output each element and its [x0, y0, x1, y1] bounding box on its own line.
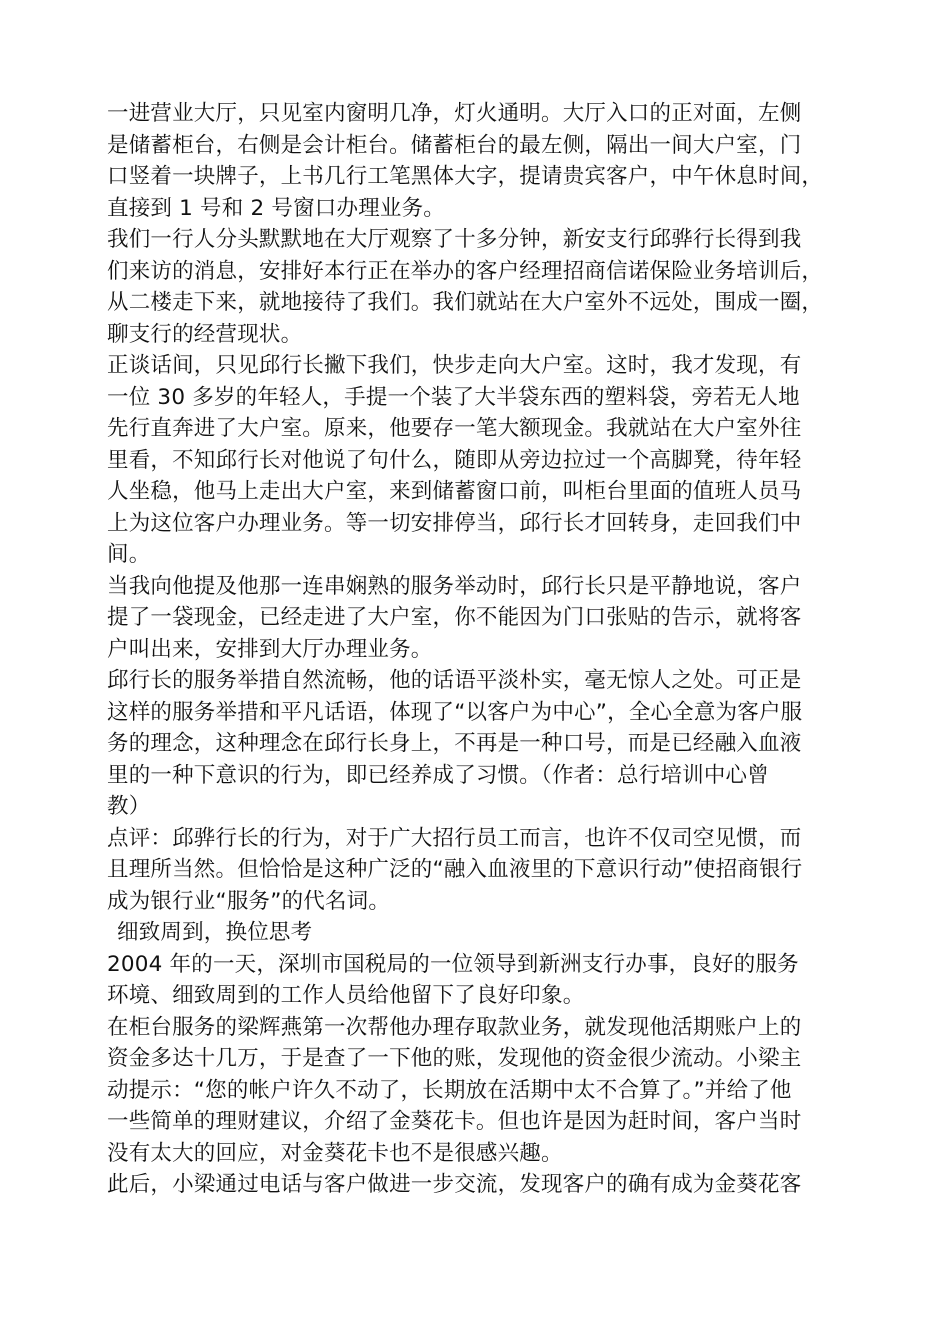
document-body: [107, 98, 867, 1201]
text-line: 当我向他提及他那一连串娴熟的服务举动时，邱行长只是平静地说，客户: [107, 573, 802, 599]
text-line: 聊支行的经营现状。: [107, 321, 303, 347]
text-line: 这样的服务举措和平凡话语，体现了“以客户为中心”，全心全意为客户服: [107, 699, 803, 725]
text-line: 在柜台服务的梁辉燕第一次帮他办理存取款业务，就发现他活期账户上的: [107, 1014, 802, 1040]
text-line: 资金多达十几万，于是查了一下他的账，发现他的资金很少流动。小梁主: [107, 1046, 802, 1071]
text-line: 教）: [107, 794, 151, 819]
text-line: 上为这位客户办理业务。等一切安排停当，邱行长才回转身，走回我们中: [107, 510, 802, 536]
text-line: 且理所当然。但恰恰是这种广泛的“融入血液里的下意识行动”使招商银行: [107, 857, 803, 882]
text-line: 从二楼走下来，就地接待了我们。我们就站在大户室外不远处，围成一圈，: [107, 290, 824, 315]
text-line: 提了一袋现金，已经走进了大户室，你不能因为门口张贴的告示，就将客: [107, 605, 802, 630]
text-line: 此后，小梁通过电话与客户做进一步交流，发现客户的确有成为金葵花客: [107, 1172, 802, 1197]
text-line: 口竖着一块牌子，上书几行工笔黑体大字，提请贵宾客户，中午休息时间，: [107, 164, 824, 189]
text-line: 里的一种下意识的行为，即已经养成了习惯。（作者：总行培训中心曾: [107, 762, 769, 788]
text-line: 点评：邱骅行长的行为，对于广大招行员工而言，也许不仅司空见惯，而: [107, 825, 802, 851]
text-line: 里看，不知邱行长对他说了句什么，随即从旁边拉过一个高脚凳，待年轻: [107, 447, 802, 473]
text-line: 邱行长的服务举措自然流畅，他的话语平淡朴实，毫无惊人之处。可正是: [107, 668, 802, 693]
text-line: 正谈话间，只见邱行长撇下我们，快步走向大户室。这时，我才发现，有: [107, 353, 802, 378]
text-line: 一位 30 多岁的年轻人，手提一个装了大半袋东西的塑料袋，旁若无人地: [107, 384, 800, 410]
text-line: 动提示：“您的帐户许久不动了，长期放在活期中太不合算了。”并给了他: [107, 1077, 792, 1103]
text-line: 直接到 1 号和 2 号窗口办理业务。: [107, 195, 445, 221]
section-heading: 细致周到，换位思考: [117, 920, 313, 945]
text-line: 先行直奔进了大户室。原来，他要存一笔大额现金。我就站在大户室外往: [107, 416, 802, 441]
text-line: 一进营业大厅，只见室内窗明几净，灯火通明。大厅入口的正对面，左侧: [107, 101, 802, 126]
text-line: 成为银行业“服务”的代名词。: [107, 888, 391, 914]
text-line: 没有太大的回应，对金葵花卡也不是很感兴趣。: [107, 1140, 563, 1166]
text-line: 是储蓄柜台，右侧是会计柜台。储蓄柜台的最左侧，隔出一间大户室，门: [107, 132, 802, 158]
text-line: 人坐稳，他马上走出大户室，来到储蓄窗口前，叫柜台里面的值班人员马: [107, 479, 802, 504]
text-line: 一些简单的理财建议，介绍了金葵花卡。但也许是因为赶时间，客户当时: [107, 1109, 802, 1134]
text-line: 2004 年的一天，深圳市国税局的一位领导到新洲支行办事，良好的服务: [107, 951, 799, 977]
text-line: 户叫出来，安排到大厅办理业务。: [107, 636, 433, 662]
text-line: 间。: [107, 542, 151, 567]
text-line: 们来访的消息，安排好本行正在举办的客户经理招商信诺保险业务培训后，: [107, 258, 824, 284]
text-line: 我们一行人分头默默地在大厅观察了十多分钟，新安支行邱骅行长得到我: [107, 227, 802, 252]
text-line: 务的理念，这种理念在邱行长身上，不再是一种口号，而是已经融入血液: [107, 731, 802, 756]
text-line: 环境、细致周到的工作人员给他留下了良好印象。: [107, 983, 585, 1008]
